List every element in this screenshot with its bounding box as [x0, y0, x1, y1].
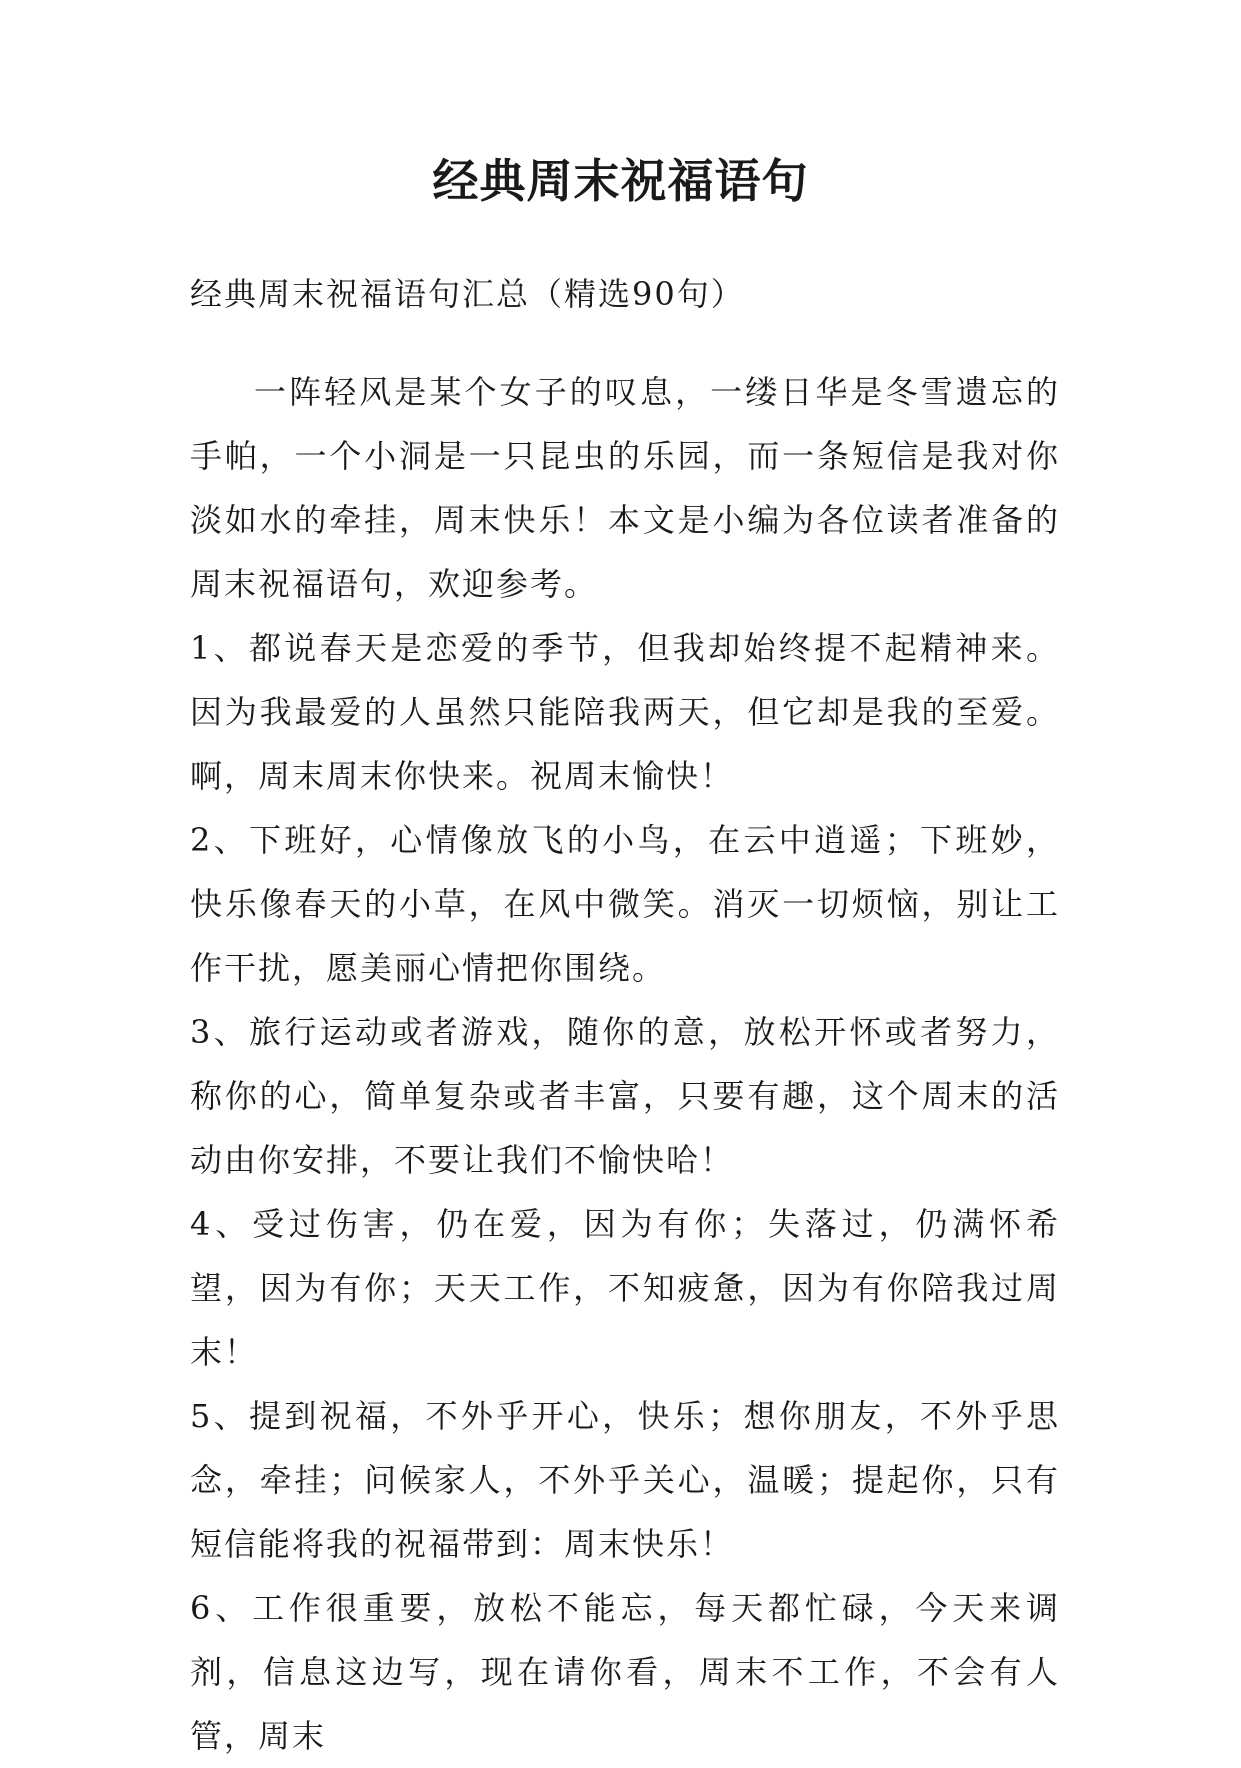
- list-item: 2、下班好，心情像放飞的小鸟，在云中逍遥；下班妙，快乐像春天的小草，在风中微笑。消灭一切烦恼，别让工作干扰，愿美丽心情把你围绕。: [190, 821, 1060, 987]
- document-title: 经典周末祝福语句: [432, 154, 809, 208]
- list-item: 5、提到祝福，不外乎开心，快乐；想你朋友，不外乎思念，牵挂；问候家人，不外乎关心，温暖；提起你，只有短信能将我的祝福带到：周末快乐！: [190, 1397, 1060, 1563]
- document-body: [190, 262, 1060, 1768]
- intro-paragraph: 一阵轻风是某个女子的叹息，一缕日华是冬雪遗忘的手帕，一个小洞是一只昆虫的乐园，而一条短信是我对你淡如水的牵挂，周末快乐！本文是小编为各位读者准备的周末祝福语句，欢迎参考。: [190, 373, 1060, 603]
- list-item: 4、受过伤害，仍在爱，因为有你；失落过，仍满怀希望，因为有你；天天工作，不知疲惫，因为有你陪我过周末！: [190, 1205, 1060, 1371]
- list-item: 6、工作很重要，放松不能忘，每天都忙碌，今天来调剂，信息这边写，现在请你看，周末不工作，不会有人管，周末: [190, 1589, 1060, 1755]
- list-item: 3、旅行运动或者游戏，随你的意，放松开怀或者努力，称你的心，简单复杂或者丰富，只要有趣，这个周末的活动由你安排，不要让我们不愉快哈！: [190, 1013, 1060, 1179]
- document-subtitle: 经典周末祝福语句汇总（精选90句）: [190, 275, 745, 313]
- list-item: 1、都说春天是恋爱的季节，但我却始终提不起精神来。因为我最爱的人虽然只能陪我两天，但它却是我的至爱。啊，周末周末你快来。祝周末愉快！: [190, 629, 1060, 795]
